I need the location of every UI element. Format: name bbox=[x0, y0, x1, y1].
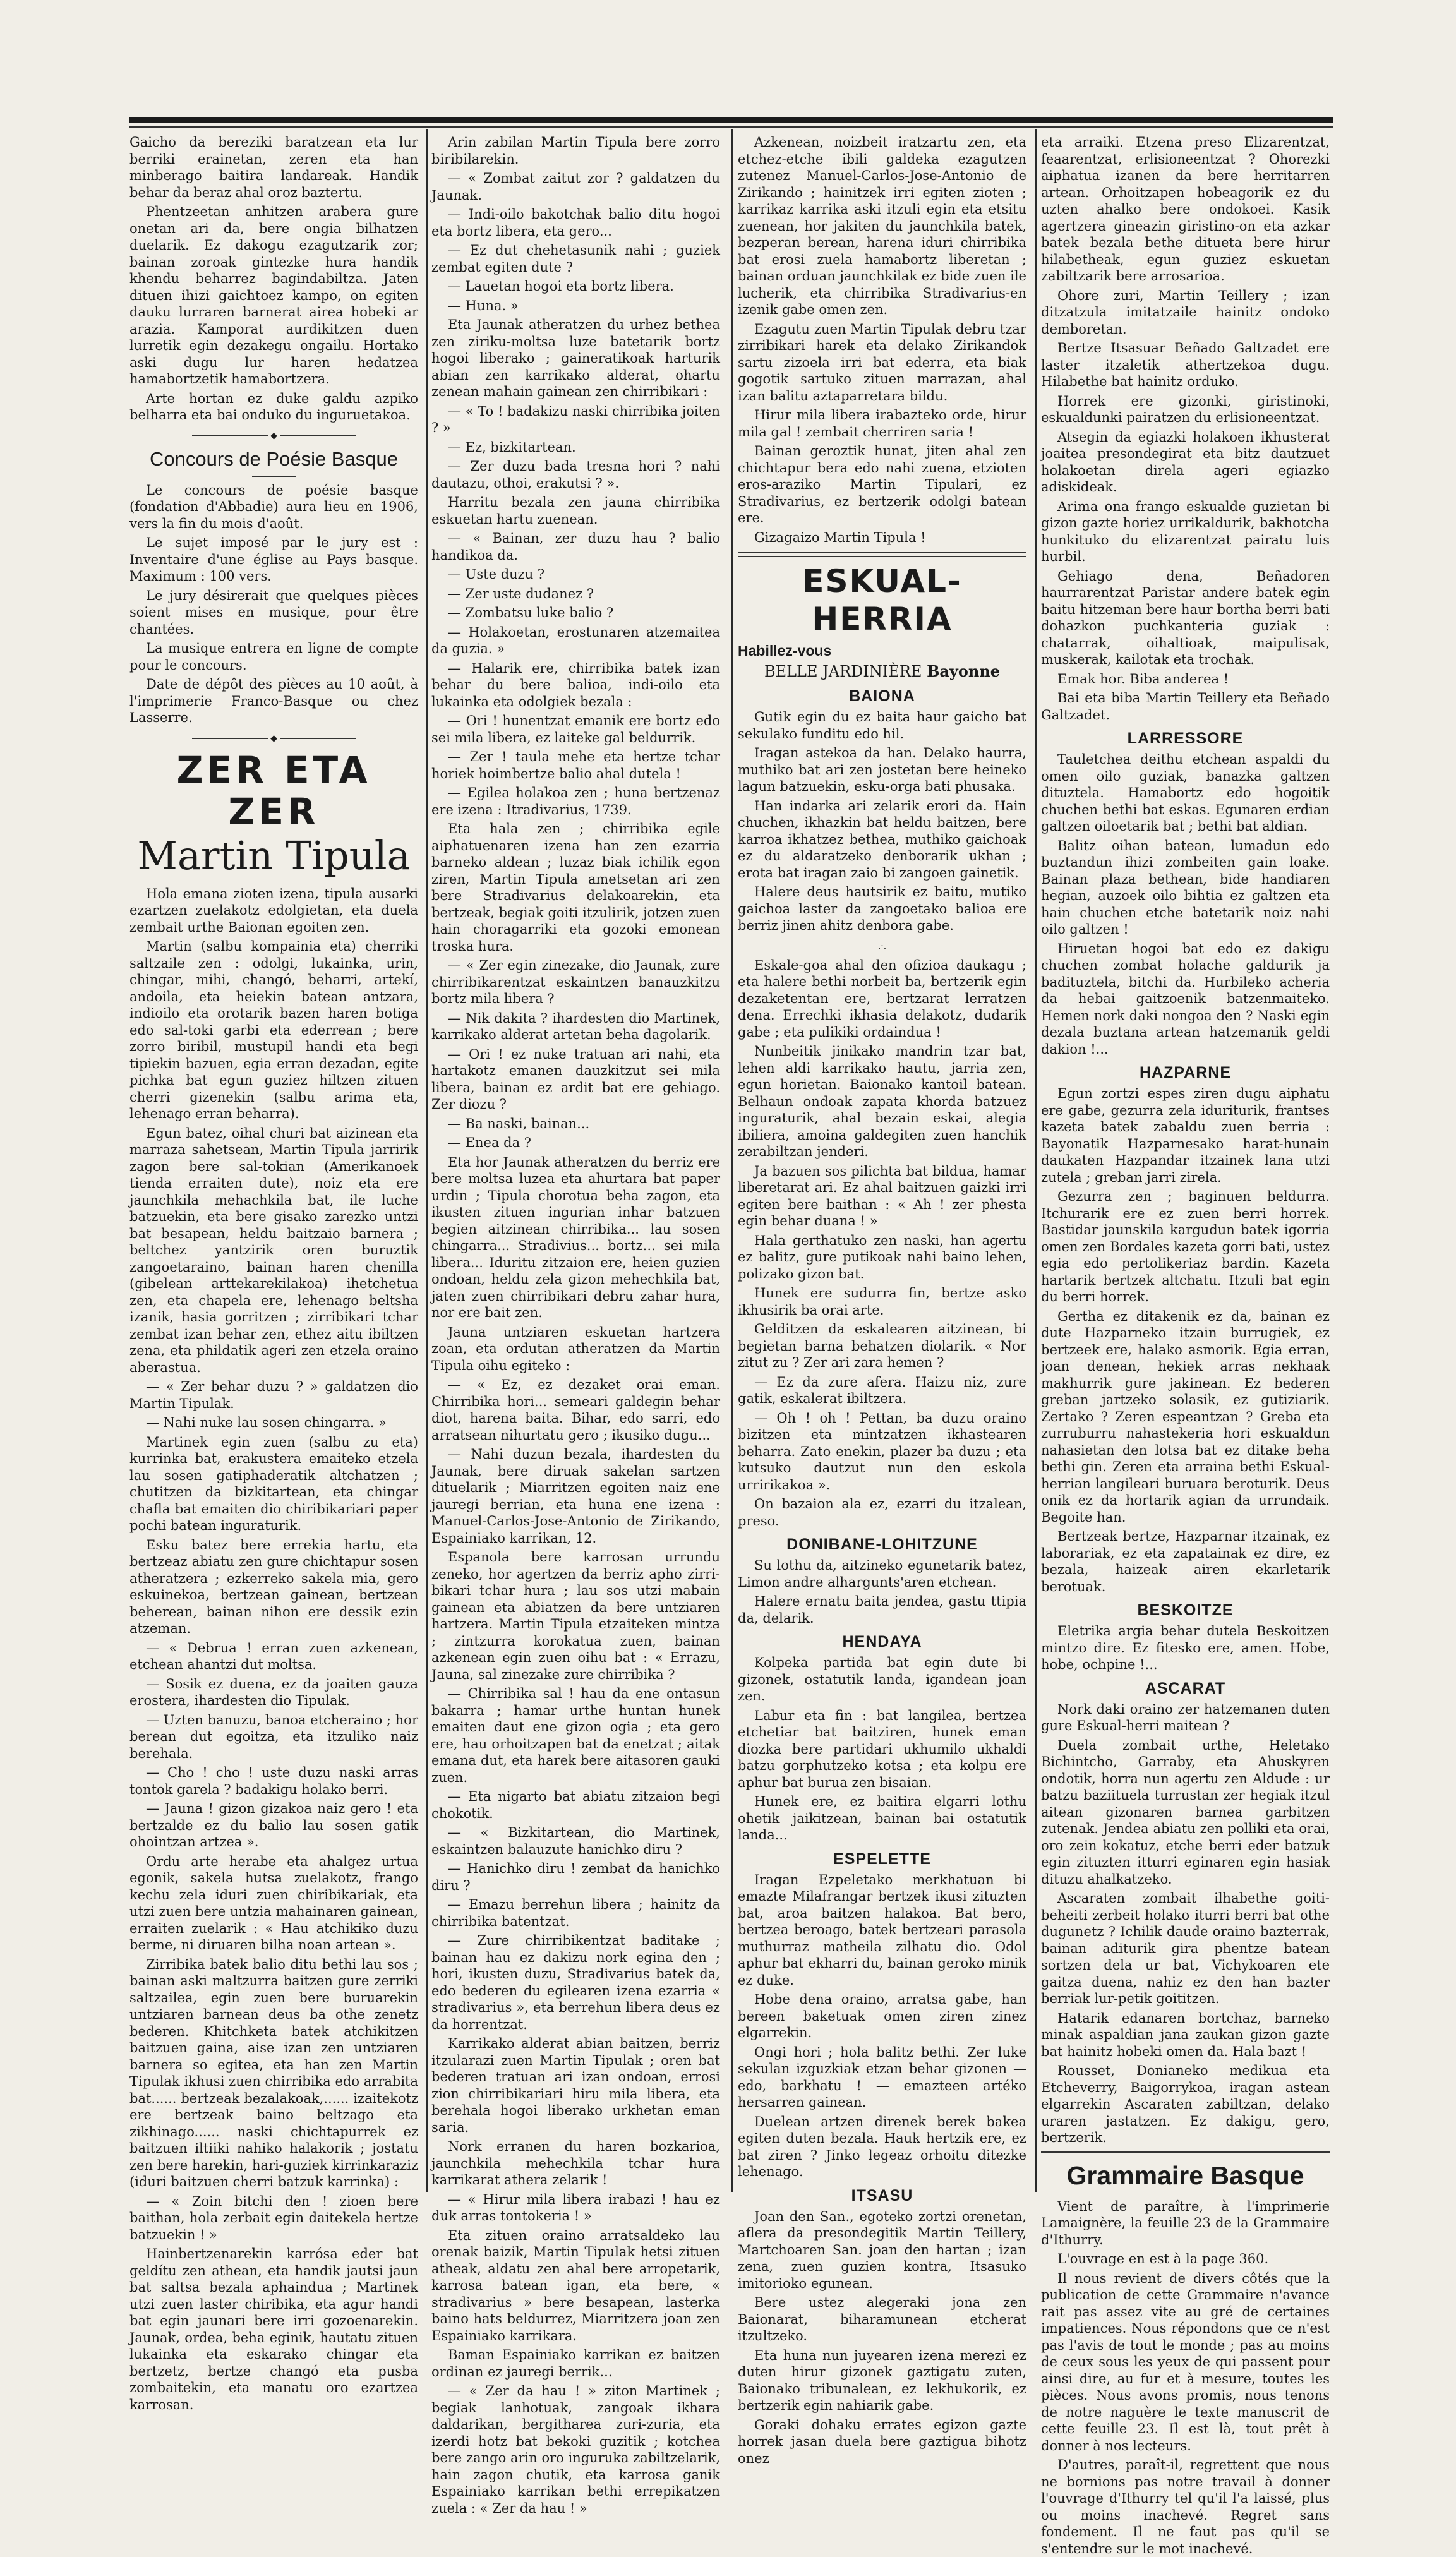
paragraph: — Ori ! ez nuke tratuan ari nahi, eta hartakotz emanen dauzkitzut sei mila libera, bainan ez ardit bat ere gehiago. Zer diozu ? bbox=[431, 1046, 720, 1112]
paragraph: — Ori ! hunentzat emanik ere bortz edo sei mila libera, ez laiteke gal beldurrik. bbox=[431, 713, 720, 745]
paragraph: — Uste duzu ? bbox=[448, 567, 545, 582]
paragraph: Egun zortzi espes ziren dugu aiphatu ere gabe, gezurra zela iduriturik, frantses kazeta batek zabaldu zuen berria : Bayonatik Hazparnesako harat-hunain daukaten Hazpandar itzainek lana utzi zutela ; greban jarri zirela. bbox=[1041, 1086, 1330, 1185]
paragraph: Eletrika argia behar dutela Beskoitzen mintzo dire. Ez fitesko ere, amen. Hobe, hobe, ochpine !... bbox=[1041, 1623, 1330, 1672]
paragraph: — Nik dakita ? ihardesten dio Martinek, karrikako alderat artetan beha dagolarik. bbox=[431, 1010, 720, 1042]
eskual-herria-heading: ESKUAL-HERRIA bbox=[802, 563, 962, 637]
paragraph: — Zer uste dudanez ? bbox=[448, 586, 594, 601]
town-heading-larressore: LARRESSORE bbox=[1127, 730, 1244, 747]
column-4 bbox=[1041, 134, 1330, 2556]
paragraph: L'ouvrage en est à la page 360. bbox=[1057, 2251, 1269, 2266]
paragraph: Karrikako alderat abian baitzen, berriz itzularazi zuen Martin Tipulak ; oren bat bederen tratuan ari izan ondoan, errosi zion chirribikariari hiru mila libera, eta berehala hogoi liberako urkhetan eman saria. bbox=[431, 2036, 720, 2135]
top-rule bbox=[129, 117, 1333, 123]
paragraph: Le jury désirerait que quelques pièces soient mises en musique, pour être chantées. bbox=[129, 587, 418, 637]
paragraph: Hiruetan hogoi bat edo ez dakigu chuchen zombat holache galdurik ja badituztela, bitchi da. Hurbileko acheria da hebai gaitzoenik batzenmaiteko. Hemen nork daki nongoa den ? Naski egin dezala buztana artean hatzemanik geldi dakion !... bbox=[1041, 941, 1330, 1057]
paragraph: — « Zer behar duzu ? » galdatzen dio Martin Tipulak. bbox=[129, 1379, 418, 1411]
paragraph: Hala gerthatuko zen naski, han agertu ez balitz, gure putikoak nahi baino lehen, polizako gizon bat. bbox=[738, 1232, 1026, 1282]
paragraph: On bazaion ala ez, ezarri du itzalean, preso. bbox=[738, 1496, 1026, 1529]
paragraph: — « Zoin bitchi den ! zioen bere baithan, hola zerbait egin daitekela hertze batzuekin ! » bbox=[129, 2193, 418, 2242]
column-2 bbox=[431, 134, 720, 2516]
town-heading-hazparne: HAZPARNE bbox=[1139, 1064, 1232, 1081]
paragraph: — « Zombat zaitut zor ? galdatzen du Jaunak. bbox=[431, 171, 720, 203]
grammaire-basque-heading: Grammaire Basque bbox=[1066, 2160, 1304, 2190]
paragraph: — Zer ! taula mehe eta hertze tchar horiek hoimbertze balio ahal dutela ! bbox=[431, 749, 720, 781]
paragraph: Ezagutu zuen Martin Tipulak debru tzar zirribikari harek eta delako Zirikandok sartu zizoela irri bat ederra, eta biak gogotik sartuko zituen marrazan, ahal izan balitu aztaparretara bildu. bbox=[738, 321, 1026, 404]
paragraph: Nork erranen du haren bozkarioa, jaunchkila mehechkila tchar hura karrikarat athera zelarik ! bbox=[431, 2139, 720, 2187]
section-rule bbox=[738, 552, 1026, 557]
paragraph: Eta huna nun juyearen izena merezi ez duten hirur gizonek gaztigatu zuten, Baionako tribunalean, ez lekhukorik, ez bertzerik egin nahiarik gabe. bbox=[738, 2347, 1026, 2413]
paragraph: — Enea da ? bbox=[448, 1135, 532, 1150]
paragraph: Gehiago dena, Beñadoren haurrarentzat Paristar andere batek egin baitu hitzeman bere haur bortha berri bati dohazkon puchkanteria guziak : chatarrak, oihaltioak, maipulisak, muskerak, kailotak eta trochak. bbox=[1041, 568, 1330, 667]
paragraph: Halere deus hautsirik ez baitu, mutiko gaichoa laster da zangoetako balioa ere berriz jinen ahitz denbora gabe. bbox=[738, 884, 1026, 933]
habillez-heading: Habillez-vous bbox=[738, 642, 832, 659]
paragraph: — « Hirur mila libera irabazi ! hau ez duk arras tontokeria ! » bbox=[431, 2191, 720, 2223]
paragraph: — Zure chirribikentzat baditake ; bainan hau ez dakizu nork egina den ; hori, ikusten duzu, Stradivarius batek da, edo bederen du egilearen izena ezarria « stradivarius », eta berrehun libera deus ez da horrentzat. bbox=[431, 1933, 720, 2032]
paragraph: Iragan astekoa da han. Delako haurra, muthiko bat ari zen jostetan bere heineko lagun batzuekin, esku-orga bati phusaka. bbox=[738, 745, 1026, 794]
paragraph: Hunek ere sudurra fin, bertze asko ikhusirik ba orai arte. bbox=[738, 1285, 1026, 1318]
paragraph: Harritu bezala zen jauna chirribika eskuetan hartu zuenean. bbox=[431, 495, 720, 527]
paragraph: — Jauna ! gizon gizakoa naiz gero ! eta bertzalde ez du balio lau sosen gatik ohointzan artzea ». bbox=[129, 1801, 418, 1850]
paragraph: Eta hala zen ; chirribika egile aiphatuenaren izena han zen ezarria barneko aldean ; luzaz biak ichilik egon ziren, Martin Tipula ametsetan ari zen bere Stradivarius delakoarekin, eta bertzeak, begiak goiti itzulirik, jotzen zuen hain choragarriki eta gozoki emonean troska hura. bbox=[431, 821, 720, 954]
paragraph: — Ez dut chehetasunik nahi ; guziek zembat egiten dute ? bbox=[431, 243, 720, 275]
paragraph: Gelditzen da eskalearen aitzinean, bi begietan barna behatzen diolarik. « Nor zitut zu ? Zer ari zara hemen ? bbox=[738, 1321, 1026, 1370]
paragraph: Phentzeetan anhitzen arabera gure onetan ari da, bere ongia bilhatzen duelarik. Ez dakogu ezagutzarik zor; bainan zoroak gintezke hura handik khendu beharrez bagindabiltza. Jaten dituen ihizi gaichtoez kampo, on egiten dauku lurraren barnerat airea hobeki ar arazia. Kamporat aurdikitzen duen lurretik egin dezakegu ongailu. Hortako aski dugu lur haren hedatzea hamabortzetik hamabortzera. bbox=[129, 204, 418, 387]
paragraph: Hirur mila libera irabazteko orde, hirur mila gal ! zembait cherriren saria ! bbox=[738, 407, 1026, 440]
paragraph: Bai eta biba Martin Teillery eta Beñado Galtzadet. bbox=[1041, 690, 1330, 723]
paragraph: Eta Jaunak atheratzen du urhez bethea zen ziriku-moltsa luze batetarik bortz hogoi liberako ; gaineratikoak harturik abian zen karrikako alderat, ohartu zenean mahain gainean zen chirribikari : bbox=[431, 317, 720, 399]
paragraph: — Lauetan hogoi eta bortz libera. bbox=[448, 279, 674, 294]
paragraph: — Nahi nuke lau sosen chingarra. » bbox=[146, 1415, 387, 1430]
paragraph: Gaicho da bereziki baratzean eta lur berriki erainetan, zeren eta han minberago baitira landareak. Handik behar da beraz ahal oroz baztertu. bbox=[129, 135, 418, 200]
belle-jardiniere-line bbox=[738, 662, 1026, 681]
paragraph: Ja bazuen sos pilichta bat bildua, hamar liberetarat ari. Ez ahal baitzuen gaizki irri egiten bere baithan : « Ah ! zer phesta egin behar duana ! » bbox=[738, 1163, 1026, 1229]
paragraph: Martinek egin zuen (salbu zu eta) kurrinka bat, erakustera emaiteko etzela lau sosen gatiphaderatik altchatzen ; chutitzen da bizkitartean, eta chingar chafla bat emaiten dio chiribikariari paper pochi batean inguraturik. bbox=[129, 1434, 418, 1533]
paragraph: Zirribika batek balio ditu bethi lau sos ; bainan aski maltzurra baitzen gure zerriki saltzailea, egin zuen bere buruarekin untziaren barnean deus ba othe zenetz bederen. Khitchketa batek atchikitzen baitzuen gaina, aise izan zen untziaren barnera so egitea, eta han zen Martin Tipulak ikhusi zuen chirribika edo arrabita bat...... bertzeak bezalakoak,...... izaitekotz ere bertzeak baino beltzago eta zikhinago...... naski chichtapurrek ez baitzuen iltiiki nahiko halakorik ; jostatu zen bere harekin, hari-guziek kirrinkaraziz (iduri baitzuen cherri batzuk karrinka) : bbox=[129, 1956, 418, 2189]
paragraph: — Sosik ez duena, ez da joaiten gauza erostera, ihardesten dio Tipulak. bbox=[129, 1676, 418, 1708]
paragraph: Le sujet imposé par le jury est : Inventaire d'une église au Pays basque. Maximum : 100 vers. bbox=[129, 535, 418, 584]
paragraph: Eta zituen oraino arratsaldeko lau orenak baizik, Martin Tipulak hetsi zituen atheak, aldatu zen ahal bere arropetarik, karrosa batean igan, eta bere, « stradivarius » bere besapean, lasterka baino hats beldurrez, Miarritzera joan zen Espainiako karrikara. bbox=[431, 2227, 720, 2343]
paragraph: Arima ona frango eskualde guzietan bi gizon gazte horiez urrikaldurik, bakhotcha hunkituko du elizarentzat pairatu luis hurbil. bbox=[1041, 498, 1330, 564]
paragraph: — Emazu berrehun libera ; hainitz da chirribika batentzat. bbox=[431, 1897, 720, 1929]
paragraph: — Cho ! cho ! uste duzu naski arras tontok garela ? badakigu holako berri. bbox=[129, 1765, 418, 1797]
paragraph: D'autres, paraît-il, regrettent que nous ne bornions pas notre travail à donner l'ouvrage d'Ithurry tel qu'il l'a laissé, plus ou moins inachevé. Regret sans fondement. Il ne faut pas qu'il se s'entendre sur le mot inachevé. bbox=[1041, 2457, 1330, 2556]
paragraph: Martin (salbu kompainia eta) cherriki saltzaile zen : odolgi, lukainka, urin, chingar, mihi, changó, beharri, artekí, andoila, eta heiekin batean antzara, indioilo eta orotarik bazen haren botiga edo sal-toki garbi eta ederrean ; bere zorro biribil, mustupil handi eta begi tipiekin bazuen, egia erran dezadan, egite pichka bat egun guziez hiltzen zituen cherri gizenekin (salbu arima eta, lehenago erran beharra). bbox=[129, 939, 418, 1121]
separator: ◆ bbox=[129, 734, 418, 743]
town-heading-donibane: DONIBANE-LOHITZUNE bbox=[786, 1536, 978, 1553]
paragraph: Goraki dohaku errates egizon gazte horrek jasan duela bere gaztigua bihotz onez bbox=[738, 2417, 1026, 2466]
paragraph: Hunek ere, ez baitira elgarri lothu ohetik jaikitzean, bainan bai ostatutik landa... bbox=[738, 1794, 1026, 1843]
paragraph: Bainan geroztik hunat, jiten ahal zen chichtapur bera edo nahi zuena, etzioten eros-araziko Martin Tipulari, ez Stradivarius, ez bertzerik odolgi batean ere. bbox=[738, 443, 1026, 526]
paragraph: — « To ! badakizu naski chirribika joiten ? » bbox=[431, 403, 720, 435]
separator: .·. bbox=[877, 941, 887, 951]
belle-city: Bayonne bbox=[927, 662, 1001, 680]
paragraph: Gezurra zen ; baginuen beldurra. Itchurarik ere ez zuen berri horrek. Bastidar jaunskila kargudun batek igorria omen zen Bordales kazeta gorri bati, ustez egia edo pertolikeriaz bardin. Kazeta hartarik bertzek altchatu. Itzuli bat egin du berri horrek. bbox=[1041, 1189, 1330, 1304]
paragraph: — Huna. » bbox=[448, 298, 519, 313]
paragraph: Arin zabilan Martin Tipula bere zorro biribilarekin. bbox=[431, 135, 720, 167]
martin-tipula-heading: Martin Tipula bbox=[137, 832, 411, 879]
paragraph: Baman Espainiako karrikan ez baitzen ordinan ez jauregi berrik... bbox=[431, 2347, 720, 2380]
paragraph: — Ez, bizkitartean. bbox=[448, 439, 576, 455]
paragraph: Iragan Ezpeletako merkhatuan bi emazte Milafrangar bertzek ikusi zituzten bat, aroa baitzen halakoa. Bat bero, bertzea beroago, batek bertzeari parasola muthurraz matheila zilhatu dio. Odol aphur bat ekharri du, bainan geroko minik ez duke. bbox=[738, 1872, 1026, 1988]
paragraph: Hola emana zioten izena, tipula ausarki ezartzen zuelakotz edolgietan, eta duela zembait urthe Baionan egoiten zen. bbox=[129, 886, 418, 935]
paragraph: — « Zer egin zinezake, dio Jaunak, zure chirribikarentzat eskaintzen banauzkitzu bortz mila libera ? bbox=[431, 958, 720, 1006]
paragraph: Bertzeak bertze, Hazparnar itzainak, ez laborariak, ez eta zapatainak ez dire, ez bezala, haizeak airen ekarletarik berotuak. bbox=[1041, 1529, 1330, 1594]
paragraph: Eskale-goa ahal den ofizioa daukagu ; eta halere bethi norbeit ba, bertzerik egin dezaketentan ere, bertzarat lerratzen dena. Errechki ikhasia delakotz, dudarik gabe ; eta pulikiki ordaindua ! bbox=[738, 957, 1026, 1040]
paragraph: Horrek ere gizonki, giristinoki, eskualdunki pairatzen du erlisioneentzat. bbox=[1041, 393, 1330, 425]
belle-name: BELLE JARDINIÈRE bbox=[764, 663, 922, 680]
paragraph: — Holakoetan, erostunaren atzemaitea da guzia. » bbox=[431, 624, 720, 656]
town-heading-espelette: ESPELETTE bbox=[833, 1850, 931, 1868]
paragraph: Duelean artzen direnek berek bakea egiten duten bezala. Hauk hertzik ere, ez bat ziren ? Jinko legeaz orhoitu ditezke lehenago. bbox=[738, 2114, 1026, 2179]
paragraph: — « Bizkitartean, dio Martinek, eskaintzen balauzute hanichko diru ? bbox=[431, 1825, 720, 1857]
paragraph: Ordu arte herabe eta ahalgez urtua egonik, sakela hutsa zuelakotz, frango kechu zela iduri zuen chiribikariak, eta utzi zuen bere untzia mahainaren gainean, erraiten zuelarik : « Hau atchikiko duzu berme, ni diruaren bilha noan artean ». bbox=[129, 1853, 418, 1952]
paragraph: — « Zer da hau ! » ziton Martinek ; begiak lanhotuak, zangoak ikhara daldarikan, bergitharea zuri-zuria, eta izerdi hotz bat bekoki guzitik ; kotchea bere zango arin oro inguruka zabiltzelarik, hain zagon chutik, eta karrosa ganik Espainiako karrikan bethi errepikatzen zuela : « Zer da hau ! » bbox=[431, 2383, 720, 2516]
town-heading-ascarat: ASCARAT bbox=[1145, 1679, 1226, 1697]
paragraph: Hatarik edanaren bortchaz, barneko minak aspaldian jana zaukan gizon gazte bat hainitz hobeki omen da. Hala bazt ! bbox=[1041, 2010, 1330, 2059]
paragraph: Nunbeitik jinikako mandrin tzar bat, lehen aldi karrikako hautu, jarria zen, egun horietan. Baionako kantoil batean. Belhaun ondoak zapata khorda batzuez inguraturik, ahal bezain eskai, alegia ibiliera, amoina galdegiten zuen hanchik zerabiltzan jenderi. bbox=[738, 1044, 1026, 1159]
paragraph: Hainbertzenarekin karrósa eder bat geldítu zen athean, eta handik jautsi jaun bat saltsa bezala aphaindua ; Martinek utzi zuen laster chiribika, eta agur handi bat egin jaunari bere irri gozoenarekin. Jaunak, ordea, beha eginik, hautatu zituen lukainka eta eskarako chingar eta bertzetz, bertze changó eta pusba zombaitekin, eta manatu oro ezartzea karrosan. bbox=[129, 2246, 418, 2412]
paragraph: — Indi-oilo bakotchak balio ditu hogoi eta bortz libera, eta gero... bbox=[431, 207, 720, 239]
town-heading-baiona: BAIONA bbox=[849, 687, 915, 705]
separator: ◆ bbox=[129, 431, 418, 440]
paragraph: Balitz oihan batean, lumadun edo buztandun ihizi zombeiten gain loake. Bainan plaza bethean, bide handiaren hegian, auzoek oilo bihtia ez galtzen eta hain chuchen etche batetarik noiz nahi oilo galtzen ! bbox=[1041, 838, 1330, 937]
paragraph: — Ez da zure afera. Haizu niz, zure gatik, eskalerat ibiltzera. bbox=[738, 1374, 1026, 1406]
town-heading-hendaya: HENDAYA bbox=[842, 1633, 922, 1651]
paragraph: Rousset, Donianeko medikua eta Etcheverry, Baigorrykoa, iragan astean elgarrekin Ascaraten zabiltzan, delako uraren jastatzen. Ez dakigu, gero, bertzerik. bbox=[1041, 2063, 1330, 2145]
paragraph: — Halarik ere, chirribika batek izan behar du bere balioa, indi-oilo eta lukainka eta odolgiek bezala : bbox=[431, 660, 720, 709]
column-1 bbox=[129, 134, 418, 2412]
column-rule bbox=[1035, 129, 1037, 2192]
paragraph: — Nahi duzun bezala, ihardesten du Jaunak, bere diruak sakelan sartzen dituelarik ; Miarritzen egoiten naiz ene jauregi berrian, eta huna ene izena : Manuel-Carlos-Jose-Antonio de Zirikando, Espainiako karrikan, 12. bbox=[431, 1447, 720, 1546]
column-rule bbox=[426, 129, 428, 2192]
paragraph: Labur eta fin : bat langilea, bertzea etchetiar bat baitziren, hunek eman diozka bere partidari ukhumilo ukhaldi batzu gorphutzeko kotsa ; eta kolpu ere aphur bat burua zen bisaian. bbox=[738, 1707, 1026, 1790]
paragraph: Tauletchea deithu etchean aspaldi du omen oilo guziak, banazka galtzen dituztela. Hamabortz edo hogoitik chuchen bethi bat eskas. Egunaren erdian galtzen oiloetarik bat ; bethi bat aldian. bbox=[1041, 752, 1330, 834]
paragraph: — « Ez, ez dezaket orai eman. Chirribika hori... semeari galdegin behar diot, harena baita. Bihar, edo sarri, edo arratsean nihurtatu gero ; ikusiko dugu... bbox=[431, 1377, 720, 1443]
paragraph: Gizagaizo Martin Tipula ! bbox=[754, 529, 926, 545]
paragraph: Date de dépôt des pièces au 10 août, à l'imprimerie Franco-Basque ou chez Lasserre. bbox=[129, 677, 418, 725]
paragraph: Il nous revient de divers côtés que la publication de cette Grammaire n'avance rait pas assez vite au gré de certaines impatiences. Nous répondons que ce n'est pas l'avis de tout le monde ; pas au moins de ceux sous les yeux de qui passent pour ainsi dire, au fur et à mesure, toutes les pièces. Nous avons promis, nous tenons de notre naguère le texte manuscrit de cette feuille 23. Il est là, tout prêt à donner à nos lecteurs. bbox=[1041, 2270, 1330, 2453]
paragraph: Bere ustez alegeraki jona zen Baionarat, biharamunean etcherat itzultzeko. bbox=[738, 2295, 1026, 2343]
paragraph: Ongi hori ; hola balitz bethi. Zer luke sekulan izguzkiak etzan behar gizonen — edo, barkhatu ! — emazteen artéko hersarren gainean. bbox=[738, 2044, 1026, 2110]
paragraph: eta arraiki. Etzena preso Elizarentzat, feaarentzat, erlisioneentzat ? Ohorezki aiphatua izanen da bere herritarren artean. Orhoitzapen hobeagorik ez du uzten ahalko bere ondokoei. Kasik agertzera gineazin giristino-on eta azkar batek bezala bethe ditueta bere hirur hilabetheak, egun guziez eskuetan zabiltzarik bere arrosarioa. bbox=[1041, 135, 1330, 284]
paragraph: Esku batez bere errekia hartu, eta bertzeaz abiatu zen gure chichtapur sosen atheratzera ; ezkerreko sakela mia, gero eskuinekoa, bertzean gainean, bertzean beherean, bainan nihon ere dessik ezin atzeman. bbox=[129, 1537, 418, 1636]
paragraph: Espanola bere karrosan urrundu zeneko, hor agertzen da berriz apho zirri-bikari tchar hura ; lau sos utzi mabain gainean eta abiatzen da bere untziaren hartzera. Martin Tipula etzaiteken mintza ; zintzurra korokatua zuen, bainan azkenean egin zuen oihu bat : « Errazu, Jauna, sal zinezake zure chirribika ? bbox=[431, 1549, 720, 1682]
column-rule bbox=[731, 129, 733, 2192]
short-rule bbox=[252, 476, 296, 477]
paragraph: Arte hortan ez duke galdu azpiko belharra eta bai onduko du inguruetakoa. bbox=[129, 390, 418, 423]
paragraph: Han indarka ari zelarik erori da. Hain chuchen, ikhazkin bat heldu baitzen, bere karroa ikhatzez bethea, muthiko gaichoak ez du aldaratzeko denborarik ukhan ; erota bat iragan zaio bi zangoen gainetik. bbox=[738, 798, 1026, 881]
concours-heading: Concours de Poésie Basque bbox=[150, 447, 398, 470]
paragraph: — Oh ! oh ! Pettan, ba duzu oraino bizitzen eta mintzatzen ikhastearen beharra. Zato enekin, plazer ba duzu ; eta kutsuko dautzut nun den eskola urririkakoa ». bbox=[738, 1410, 1026, 1493]
paragraph: — Zombatsu luke balio ? bbox=[448, 605, 614, 620]
paragraph: Ohore zuri, Martin Teillery ; izan ditzatzula imitatzaile hainitz ondoko demboretan. bbox=[1041, 287, 1330, 337]
paragraph: — Chirribika sal ! hau da ene ontasun bakarra ; hamar urthe huntan hunek emaiten daut ene gizon ogia ; eta gero ere, hau orhoitzapen bat da enetzat ; aitak emana dut, eta harek bere aitasoren gauki zuen. bbox=[431, 1686, 720, 1785]
paragraph: Le concours de poésie basque (fondation d'Abbadie) aura lieu en 1906, vers la fin du mois d'août. bbox=[129, 482, 418, 531]
paragraph: — « Debrua ! erran zuen azkenean, etchean ahantzi dut moltsa. bbox=[129, 1640, 418, 1672]
column-3 bbox=[738, 134, 1026, 2466]
paragraph: — « Bainan, zer duzu hau ? balio handikoa da. bbox=[431, 531, 720, 563]
section-rule bbox=[1041, 2151, 1330, 2153]
paragraph: — Ba naski, bainan... bbox=[448, 1116, 590, 1131]
town-heading-beskoitze: BESKOITZE bbox=[1137, 1601, 1234, 1619]
zer-eta-zer-heading: ZER ETA ZER bbox=[176, 748, 371, 833]
paragraph: Vient de paraître, à l'imprimerie Lamaignère, la feuille 23 de la Grammaire d'Ithurry. bbox=[1041, 2198, 1330, 2247]
top-rule-thin bbox=[129, 126, 1333, 128]
paragraph: Duela zombait urthe, Heletako Bichintcho, Garraby, eta Ahuskyren ondotik, horra nun agertu zen Aldude : ur batzu baziituela turrustan zer hegiak itzul aitean gizonaren barnea garbitzen zutenak. Jendea abiatu zen polliki eta orai, oro zein kokatuz, etche berri eder batzuk egin zituzten itturri eginaren egin hasiak dituzu ahalkatzeko. bbox=[1041, 1737, 1330, 1887]
paragraph: La musique entrera en ligne de compte pour le concours. bbox=[129, 641, 418, 673]
paragraph: Jauna untziaren eskuetan hartzera zoan, eta ordutan atheratzen da Martin Tipula oihu egiteko : bbox=[431, 1324, 720, 1373]
paragraph: Emak hor. Biba anderea ! bbox=[1057, 671, 1229, 687]
paragraph: Eta hor Jaunak atheratzen du berriz ere bere moltsa luzea eta ahurtara bat paper urdin ; Tipula chorotua beha zagon, eta ikusten zituen ingurian inhar batzuen begien aitzinean chirribika... lau sosen chingarra... Stradivius... bortz... sei mila libera... Iduritu zitzaion ere, heien guzien ondoan, heldu zela gizon mehechkila bat, jaten zuen chirribikari debru zahar hura, nor ere bait zen. bbox=[431, 1154, 720, 1320]
paragraph: Azkenean, noizbeit iratzartu zen, eta etchez-etche ibili galdeka ezagutzen zutenez Manuel-Carlos-Jose-Antonio de Zirikando ; hainitzek irri egiten zioten ; karrikaz karrika aski itzuli egin eta etsitu zuenean, hor jakiten du jaunchkila batek, bezperan berean, harena iduri chirribika bat erosi zuela hamabortz liberetan ; bainan orduan jaunchkilak ez bide zuen ile lucherik, eta chirribika Stradivarius-en izenik gabe omen zen. bbox=[738, 135, 1026, 317]
paragraph: Kolpeka partida bat egin dute bi gizonek, ostatutik landa, igandean joan zen. bbox=[738, 1655, 1026, 1704]
paragraph: Egun batez, oihal churi bat aizinean eta marraza sahetsean, Martin Tipula jarririk zagon bere sal-tokian (Amerikanoek tienda erraiten dute), noiz eta ere jaunchkila mehachkila bat, ile luche batzuekin, eta bere gisako zarezko untzi bat besapean, heldu baitzaio barnera ; beltchez yantzirik oren buruztik zangoetaraino, bainan haren chenilla (gibelean arttekarekilakoa) ihetchetua zen, eta chapela ere, lehenago beltsha izanik, hasia gorritzen ; zirribikari tchar zembat izan behar zen, ethez aitu ibiltzen zena, eta phildatik ageri zen etzela oraino aberastua. bbox=[129, 1125, 418, 1375]
paragraph: Atsegin da egiazki holakoen ikhusterat joaitea presondegirat eta bitz dautzuet holakoetan direla ageri egiazko adiskideak. bbox=[1041, 429, 1330, 495]
town-heading-itsasu: ITSASU bbox=[851, 2186, 913, 2205]
paragraph: — Egilea holakoa zen ; huna bertzenaz ere izena : Itradivarius, 1739. bbox=[431, 785, 720, 817]
paragraph: Gertha ez ditakenik ez da, bainan ez dute Hazparneko itzain burrugiek, ez bertzeek ere, halako asmorik. Egia erran, joan denean, hekiek arras nekhaak makhurrik gure jakinean. Ez bederen greban jartzeko solasik, ez gutiziarik. Zertako ? Zeren espeantzan ? Greba eta zurruburru nahastekeria hori eskualdun nahasietan den lotsa bat ez ditake beha bethi gin. Zeren eta arraina bethi Eskual-herrian langileari buruara beroturik. Deus onik ez da hortarik agian da urrundaik. Begoite han. bbox=[1041, 1308, 1330, 1525]
paragraph: — Zer duzu bada tresna hori ? nahi dautazu, othoi, erakutsi ? ». bbox=[431, 459, 720, 491]
paragraph: Joan den San., egoteko zortzi orenetan, aflera da presondegitik Martin Teillery, Martchoaren San. joan den hartan ; izan zena, zuen guzien kontra, Itsasuko imitorioko egunean. bbox=[738, 2208, 1026, 2291]
paragraph: Nork daki oraino zer hatzemanen duten gure Eskual-herri maitean ? bbox=[1041, 1701, 1330, 1733]
paragraph: Halere ernatu baita jendea, gastu ttipia da, delarik. bbox=[738, 1594, 1026, 1626]
paragraph: Bertze Itsasuar Beñado Galtzadet ere laster itzaletik athertzekoa dugu. Hilabethe bat hainitz orduko. bbox=[1041, 340, 1330, 389]
paragraph: Gutik egin du ez baita haur gaicho bat sekulako funditu edo hil. bbox=[738, 709, 1026, 742]
paragraph: — Eta nigarto bat abiatu zitzaion begi chokotik. bbox=[431, 1789, 720, 1821]
paragraph: Ascaraten zombait ilhabethe goiti-beheiti zerbeit holako iturri berri bat othe dugunetz ? Ichilik daude oraino bazterrak, bainan aditurik gira phentze batean sortzen dela ur bat, Vichykoaren ete gaitza duena, nahiz ez den han bazter berriak lur-petik goititzen. bbox=[1041, 1891, 1330, 2006]
paragraph: — Uzten banuzu, banoa etcheraino ; hor berean dut egoitza, eta itzuliko naiz berehala. bbox=[129, 1712, 418, 1761]
paragraph: Hobe dena oraino, arratsa gabe, han bereen baketuak omen ziren zinez elgarrekin. bbox=[738, 1992, 1026, 2040]
paragraph: Su lothu da, aitzineko egunetarik batez, Limon andre alhargunts'aren etchean. bbox=[738, 1558, 1026, 1590]
paragraph: — Hanichko diru ! zembat da hanichko diru ? bbox=[431, 1861, 720, 1893]
